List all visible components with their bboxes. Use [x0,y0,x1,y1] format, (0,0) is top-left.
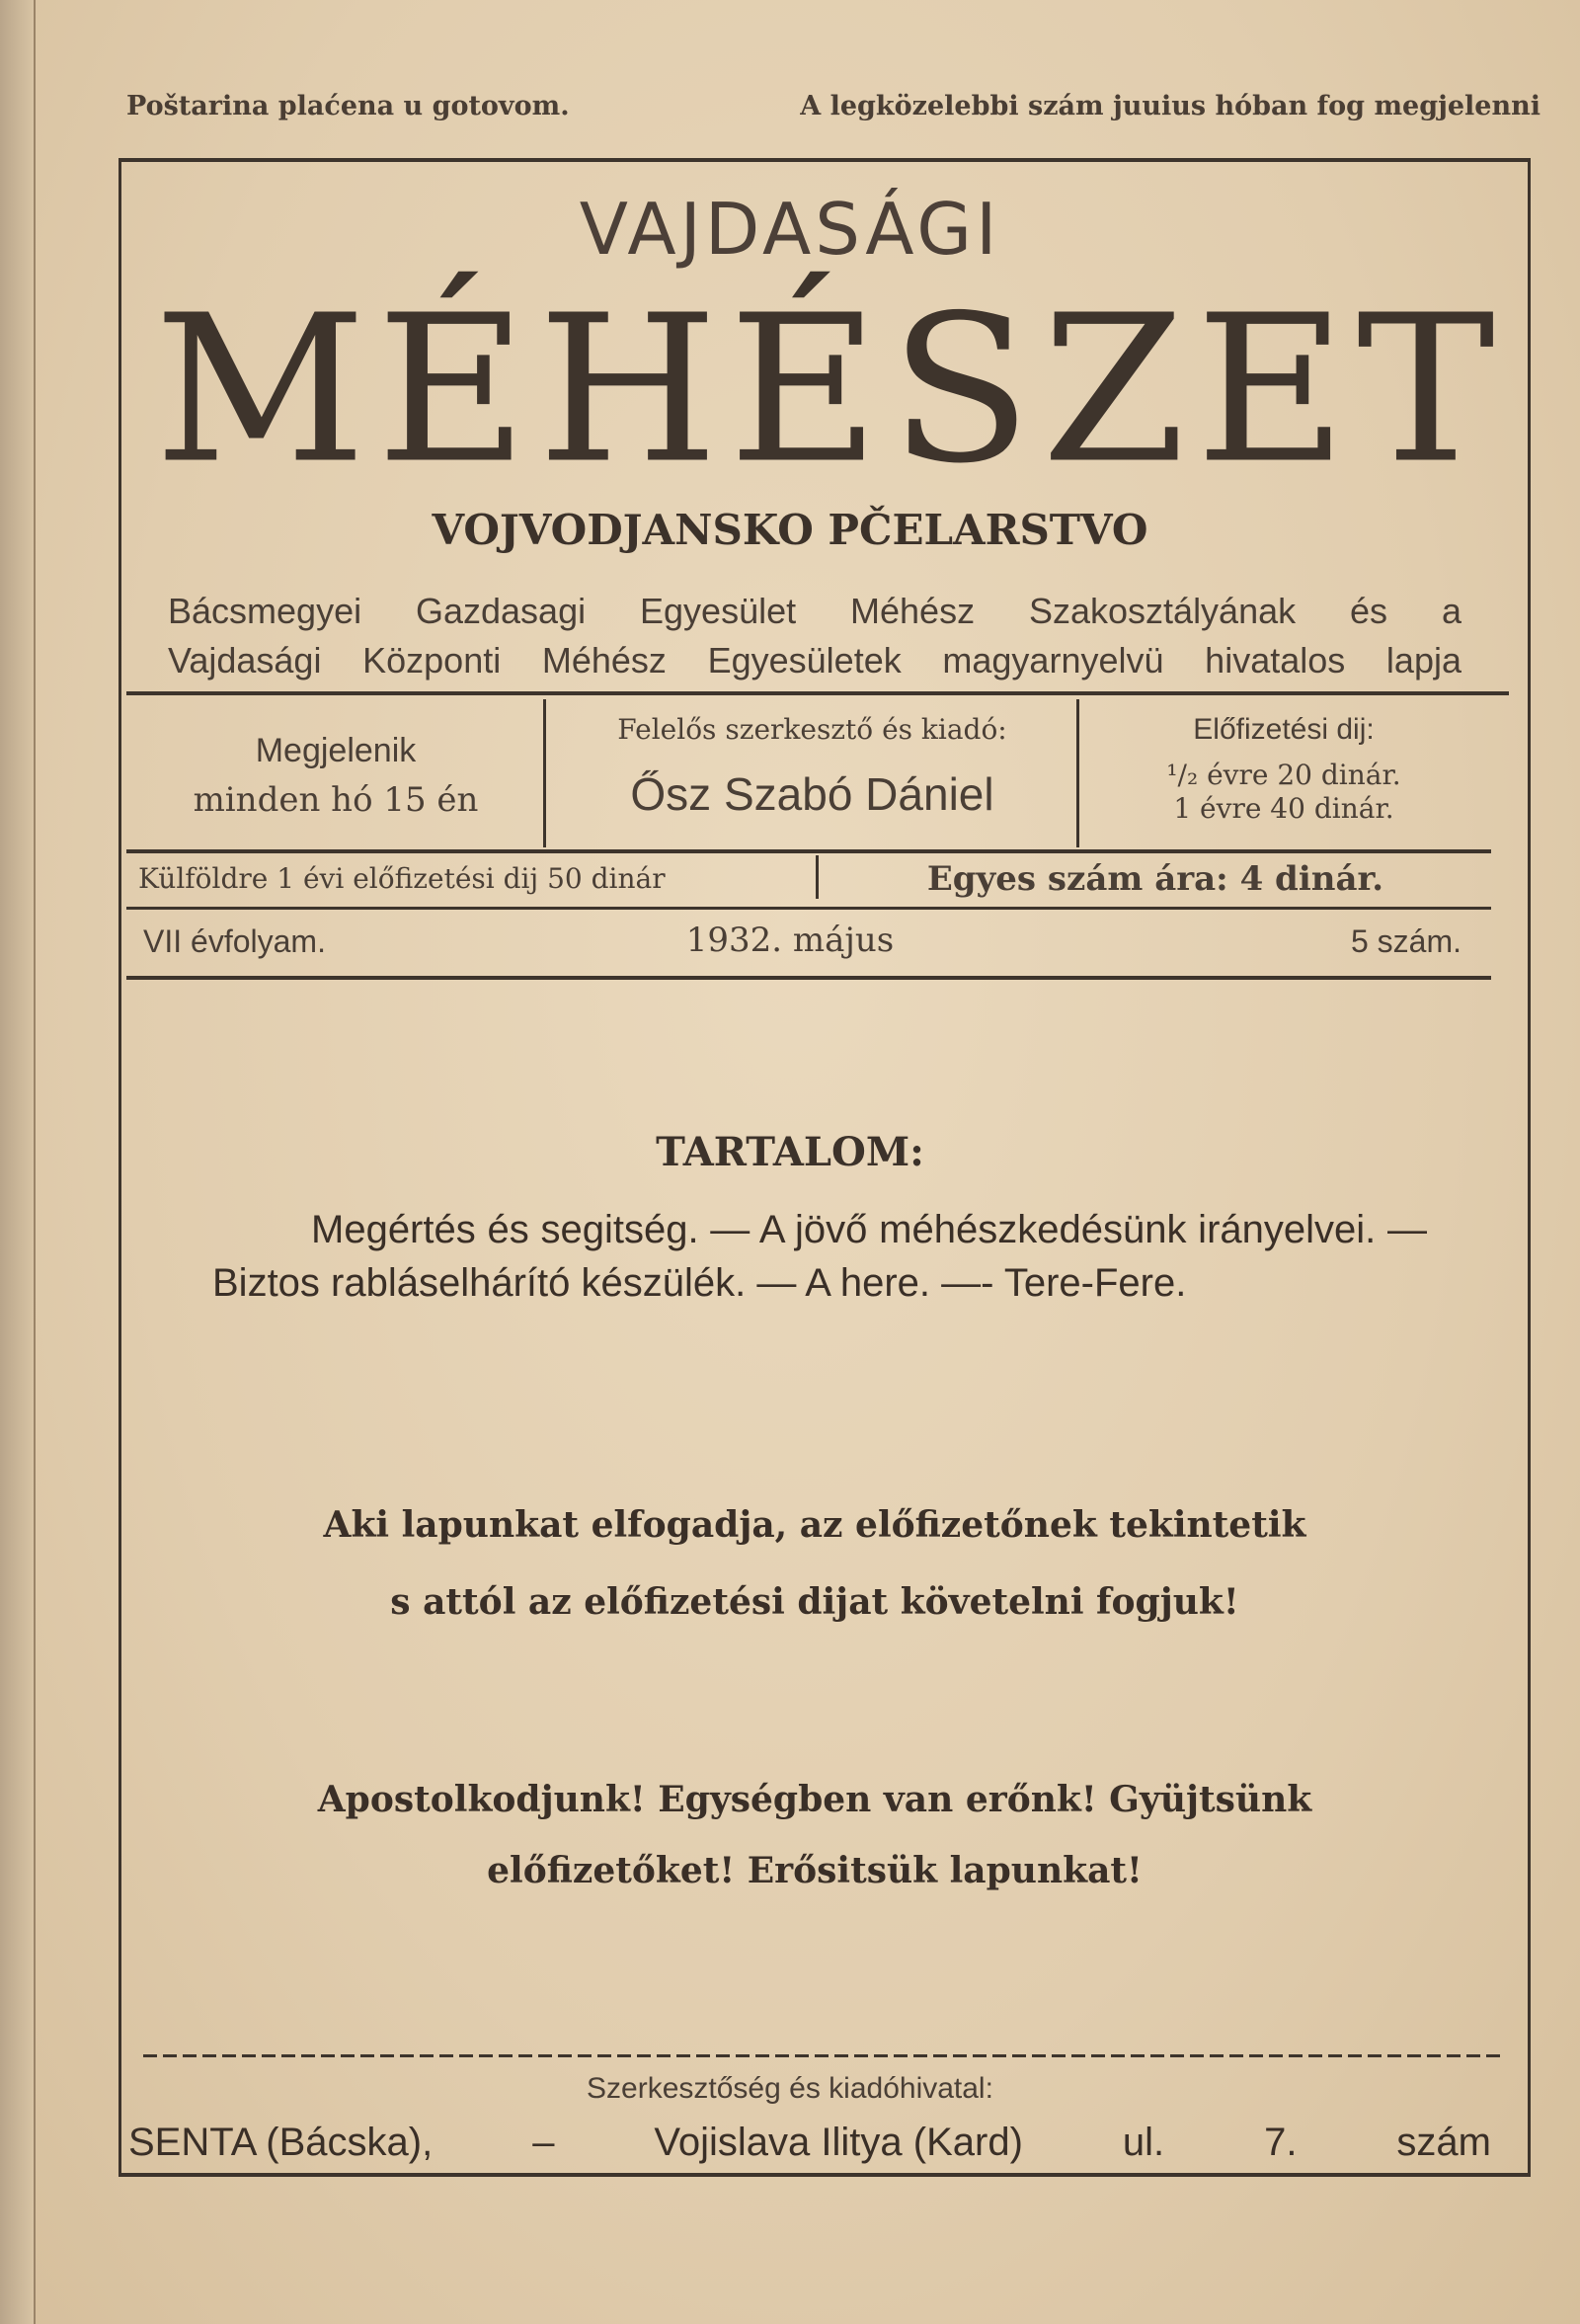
appears-info [138,726,533,825]
info-divider-1 [543,699,546,847]
masthead-title: MÉHÉSZET [154,271,1505,509]
volume-bottom-rule [126,976,1491,980]
info-divider-2 [1076,699,1079,847]
postage-note: Poštarina plaćena u gotovom. [126,91,570,121]
foreign-subscription: Külföldre 1 évi előfizetési dij 50 dinár [138,862,666,895]
contents-heading: TARTALOM: [656,1129,924,1175]
editor-info [553,713,1071,821]
office-label: Szerkesztőség és kiadóhivatal: [587,2072,993,2105]
office-address [128,2121,1491,2165]
subscription-label: Előfizetési dij: [1193,713,1375,746]
masthead-title-small: VAJDASÁGI [579,188,1001,271]
address-szam: szám [1396,2121,1491,2164]
editor-name: Ősz Szabó Dániel [630,768,994,820]
full-year-price: 1 évre 40 dinár. [1173,792,1394,825]
masthead-subtitle: VOJVODJANSKO PČELARSTVO [432,506,1148,554]
appeal-line-3: Apostolkodjunk! Egységben van erőnk! Gyüjtsünk [317,1779,1312,1820]
footer-dashed-rule [143,2054,1506,2057]
price-bottom-rule [126,907,1491,910]
address-number: 7. [1264,2121,1298,2164]
half-year-price: ¹/₂ évre 20 dinár. [1166,759,1401,791]
footer-bottom-rule [118,2173,1531,2177]
appeal-line-4: előfizetőket! Erősitsük lapunkat! [487,1850,1143,1891]
editor-label: Felelős szerkesztő és kiadó: [617,713,1007,746]
single-issue-price: Egyes szám ára: 4 dinár. [926,859,1384,899]
issue-date: 1932. május [685,921,895,960]
address-dash: – [532,2121,555,2164]
volume: VII évfolyam. [143,923,326,959]
next-issue-note: A legközelebbi szám juuius hóban fog megjelenni [800,91,1540,121]
address-city: SENTA (Bácska), [128,2121,434,2164]
address-street: Vojislava Ilitya (Kard) [654,2121,1023,2164]
appears-line-2: minden hó 15 én [193,780,479,820]
address-ul: ul. [1122,2121,1165,2164]
info-bottom-rule [126,849,1491,853]
description-line-1: Bácsmegyei Gazdasagi Egyesület Méhész Szakosztályának és a [168,591,1462,631]
description-line-2: Vajdasági Központi Méhész Egyesületek magyarnyelvü hivatalos lapja [168,640,1462,681]
info-top-rule [126,691,1509,695]
appears-line-1: Megjelenik [255,732,417,769]
issue-number: 5 szám. [1350,923,1462,959]
price-divider [816,855,819,899]
contents-text: Megértés és segitség. — A jövő méhészkedésünk irányelvei. — Biztos rabláselhárító készülék. — A here. —- Tere-Fere. [212,1208,1427,1305]
appeal-line-2: s attól az előfizetési dijat követelni fogjuk! [390,1581,1239,1623]
subscription-info [1086,713,1481,826]
appeal-line-1: Aki lapunkat elfogadja, az előfizetőnek tekintetik [323,1504,1306,1546]
top-notice-line [126,91,1540,121]
